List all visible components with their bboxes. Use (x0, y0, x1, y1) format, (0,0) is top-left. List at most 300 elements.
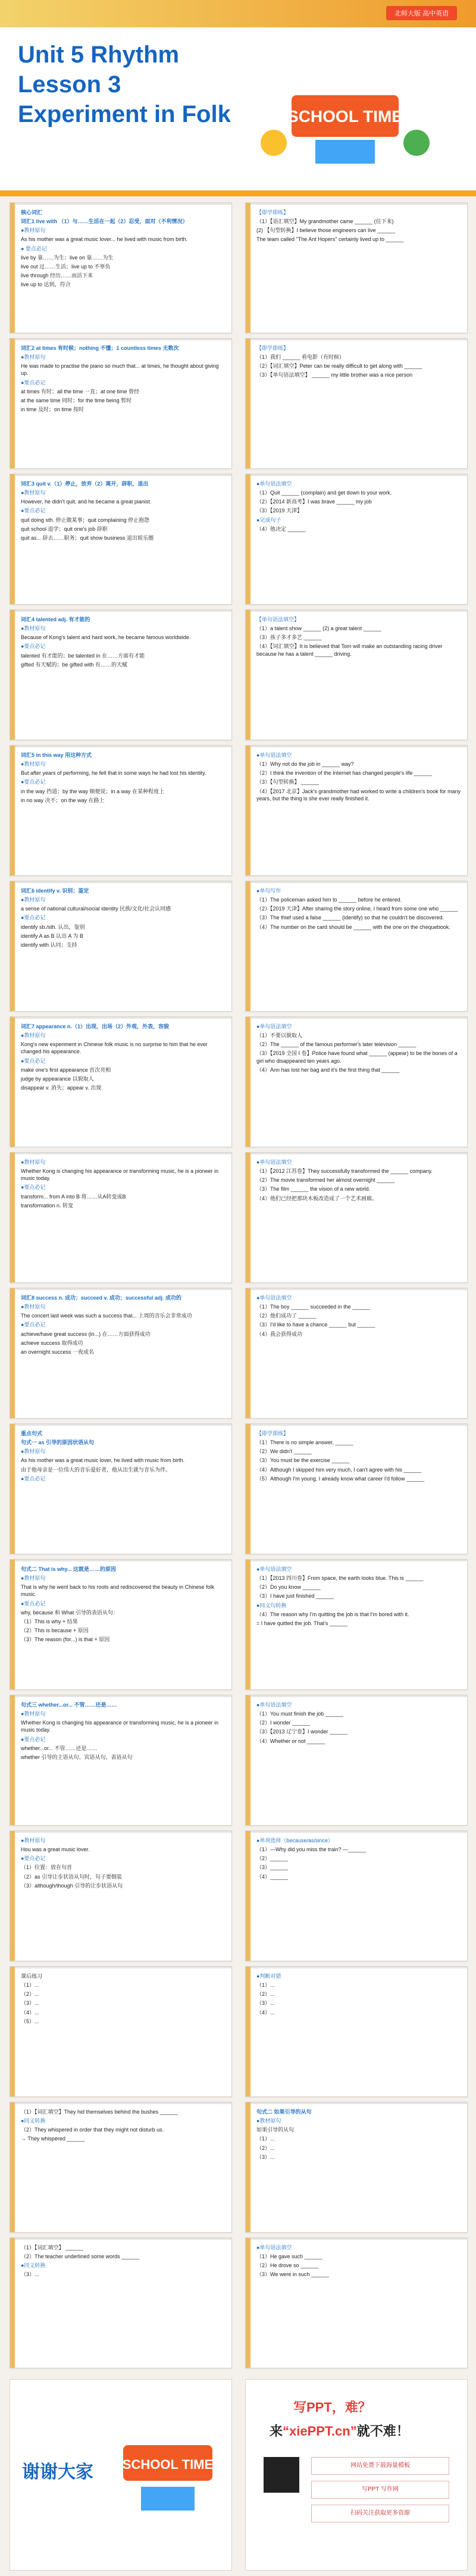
slide-line: 【即学即练】 (256, 345, 289, 351)
slide-line: Because of Kong's talent and hard work, he became famous worldwide. (21, 634, 191, 641)
slide-top-line (250, 746, 467, 747)
slide-line: （4）【词汇填空】It is believed that Tom will make an outstanding racing driver because he has a talent ______ driving. (256, 643, 443, 657)
slide-line: ●单句语法填空 (256, 1295, 292, 1301)
slide-line: （1）【词汇填空】 ______ (21, 2245, 84, 2251)
thanks-text: 谢谢大家 (22, 2462, 93, 2482)
publisher-badge: 北师大版 高中英语 (386, 6, 457, 20)
title-unit: Unit 5 Rhythm (18, 42, 180, 68)
slide-top-line (250, 610, 467, 612)
slide-top-line (15, 881, 231, 883)
slide-top-line (15, 1424, 231, 1426)
slide-line: 如果引导的从句 (256, 2127, 295, 2133)
slide-line: （2）【词汇填空】Peter can be really difficult to get along with ______ (256, 363, 422, 370)
slide-line: ●教材原句 (21, 1032, 46, 1039)
slide-line: （1）... (256, 1982, 275, 1989)
slide-content (21, 887, 226, 1005)
slide-top-line (250, 1695, 467, 1697)
slide-line: identify sb./sth. 认出，鉴别 (21, 924, 85, 930)
slide-accent-bar (246, 474, 250, 604)
slide-content (21, 345, 226, 462)
slide-accent-bar (10, 1017, 15, 1147)
ad-box-2: 写PPT 写作网 (311, 2481, 449, 2499)
slide-32 (245, 2237, 468, 2368)
slide-line: gifted 有天赋的；be gifted with 有……的天赋 (21, 661, 128, 668)
slide-line: （3）【2019 天津】 (256, 508, 303, 514)
slide-top-line (15, 746, 231, 747)
slide-top-line (15, 1967, 231, 1968)
slide-top-line (250, 1017, 467, 1019)
slide-line: （4）【2017 北京】Jack's grandmother had worked to write a children's book for many years, but the thing is she ever really finished it. (256, 788, 461, 802)
slide-line: = I have quitted the job. That's ______ (256, 1620, 347, 1626)
slide-21 (10, 1559, 232, 1690)
slide-line: （1）【词汇填空】They hid themselves behind the bushes ______ (21, 2109, 178, 2115)
ad-slogan (270, 2421, 409, 2440)
slide-line: ●单句语法填空 (256, 1159, 292, 1165)
slide-top-line (15, 1017, 231, 1019)
slide-line: （1）The policeman asked him to ______ before he entered. (256, 897, 402, 903)
slide-line: → They whispered ______ (21, 2136, 85, 2142)
slide-line: ●教材原句 (21, 1575, 46, 1582)
slide-12 (245, 881, 468, 1012)
slide-line: ●同义转换 (21, 2262, 46, 2269)
slide-line: 句式三 whether...or... 不管……还是…… (21, 1702, 117, 1708)
slide-accent-bar (246, 1017, 250, 1147)
ad-question: 写PPT，难？ (293, 2400, 371, 2415)
ad-brand: “xiePPT.cn” (283, 2424, 357, 2439)
slide-line: （3）【句型转换】 ______ (256, 779, 320, 785)
slide-line: （1）【语汇填空】My grandmother came ______ (住下来) (256, 218, 394, 225)
slide-line: However, he didn't quit, and he became a great pianist. (21, 499, 152, 505)
slide-20 (245, 1423, 468, 1554)
slide-accent-bar (10, 1695, 15, 1825)
slide-content (21, 1701, 226, 1819)
slide-26 (245, 1830, 468, 1961)
slide-line: live out 过……生活；live up to 不辜负 (21, 263, 111, 270)
slide-top-line (15, 1695, 231, 1697)
slide-line: a sense of national cultural/social identity 民族/文化/社会认同感 (21, 906, 171, 912)
slide-line: ●单项选择（because/as/since） (256, 1838, 333, 1843)
slide-line: ●要点必记 (21, 1736, 46, 1742)
slide-line: ●教材原句 (21, 1304, 46, 1310)
slide-accent-bar (10, 2238, 15, 2368)
slide-top-line (15, 2102, 231, 2104)
slide-line: identify A as B 认出 A 为 B (21, 932, 84, 939)
slide-content (21, 1837, 226, 1955)
slide-content (256, 480, 461, 598)
slide-content (21, 752, 226, 869)
slide-line: （3）... (256, 2154, 275, 2160)
slide-line: ●教材原句 (21, 490, 46, 496)
school-time-logo-small (111, 2433, 224, 2516)
slide-content (21, 1294, 226, 1412)
slide-accent-bar (246, 1424, 250, 1554)
slide-accent-bar (246, 881, 250, 1011)
slide-1 (10, 202, 232, 333)
slide-line: identify with 认同；支持 (21, 941, 77, 948)
slide-line: （5）Although I'm young, I already know what career I'd follow ______ (256, 1475, 425, 1482)
slide-line: （4）... (21, 2009, 39, 2015)
slide-line: ●完成句子 (256, 517, 281, 523)
slide-top-line (15, 203, 231, 205)
slide-accent-bar (246, 610, 250, 740)
slide-line: （2）The ______ of the famous performer's later television ______ (256, 1041, 416, 1048)
slide-line: ●单句语法填空 (256, 481, 292, 487)
thanks-slide (10, 2379, 232, 2571)
slide-content (256, 1023, 461, 1141)
slide-line: 词汇5 in this way 用这种方式 (21, 752, 92, 758)
slide-line: ●要点必记 (21, 1475, 46, 1482)
slide-top-line (250, 881, 467, 883)
slide-accent-bar (10, 203, 15, 333)
slide-accent-bar (246, 1695, 250, 1825)
slide-content (256, 2108, 461, 2226)
slide-line: （1）There is no simple answer, ______ (256, 1439, 353, 1446)
slide-31 (10, 2237, 232, 2368)
slide-line: ●要点必记 (21, 1057, 46, 1064)
ending-row (0, 2374, 476, 2576)
slide-line: Hou was a great music lover. (21, 1846, 90, 1853)
slide-line: （2）... (21, 1991, 39, 1998)
slide-line: live by 靠……为生；live on 靠……为生 (21, 254, 114, 261)
slide-line: （2）This is because + 原因 (21, 1627, 89, 1633)
slide-8 (245, 609, 468, 740)
slide-line: ●要点必记 (21, 1600, 46, 1607)
slide-line: 句式二 如果引导的从句 (256, 2109, 312, 2115)
slide-top-line (15, 1153, 231, 1154)
slide-14 (245, 1016, 468, 1147)
slide-line: （4）Whether or not ______ (256, 1738, 325, 1744)
slide-line: （3）... (21, 2271, 39, 2278)
slide-line: The team called "The Ant Hopers" certainly lived up to ______ (256, 236, 404, 243)
slide-line: ● 要点必记 (21, 245, 47, 252)
slide-top-line (15, 474, 231, 476)
slide-accent-bar (246, 203, 250, 333)
slide-content (21, 2108, 226, 2226)
slide-top-line (250, 1288, 467, 1290)
slide-line: (2) 【句型转换】I believe those engineers can live ______ (256, 227, 396, 234)
slide-line: ●教材原句 (21, 1711, 46, 1717)
slide-top-line (250, 474, 467, 476)
slide-line: （2）... (256, 2145, 275, 2151)
slide-line: transformation n. 转变 (21, 1202, 74, 1209)
slide-line: （1）You must finish the job ______ (256, 1711, 343, 1717)
slide-24 (245, 1695, 468, 1826)
slide-line: 词汇1 live with （1）与……生活在一起（2）忍受，面对（不利情况） (21, 218, 188, 225)
slide-accent-bar (10, 339, 15, 468)
slide-accent-bar (246, 1153, 250, 1282)
slide-content (256, 1294, 461, 1412)
slide-line: ●单句语法填空 (256, 1566, 292, 1572)
slide-line: 句式二 That is why... 这就是……的原因 (21, 1566, 116, 1572)
slide-line: （3）You must be the exercise ______ (256, 1457, 350, 1464)
slide-accent-bar (246, 746, 250, 875)
slide-line: 【单句语法填空】 (256, 616, 300, 622)
slide-line: 课后练习 (21, 1973, 43, 1979)
slide-line: （2）The movie transformed her almost overnight ______ (256, 1177, 395, 1184)
slide-10 (245, 745, 468, 876)
slide-content (256, 1430, 461, 1548)
slide-line: in the way 挡道；by the way 顺便说；in a way 在某种程度上 (21, 788, 165, 794)
slide-line: （1）—Why did you miss the train? —______ (256, 1846, 367, 1853)
slide-line: （1）... (21, 1982, 39, 1989)
slide-line: He was made to practise the piano so much that... at times, he thought about giving up. (21, 363, 219, 377)
slide-line: （2）【2019 天津】After sharing the story online, I heard from some one who ______ (256, 906, 458, 912)
slide-line: （1）我们 ______ 看电影（有时候） (256, 354, 345, 361)
slide-5 (10, 474, 232, 605)
slide-line: ●单句语法填空 (256, 2245, 292, 2251)
slide-line: As his mother was a great music lover, he lived with music from birth. (21, 1457, 185, 1464)
slide-line: ●教材原句 (21, 1838, 46, 1843)
slide-line: （4）Ann has lost her bag and it's the first thing that ______ (256, 1066, 400, 1073)
slide-line: ●教材原句 (21, 354, 46, 361)
slide-19 (10, 1423, 232, 1554)
slide-line: ●要点必记 (21, 1855, 46, 1862)
slide-line: quit doing sth. 停止做某事；quit complaining 停止抱怨 (21, 517, 150, 523)
slide-accent-bar (246, 2238, 250, 2368)
slide-line: （2）The teacher underlined some words ______ (21, 2253, 140, 2260)
slide-line: ●教材原句 (21, 625, 46, 632)
slide-30 (245, 2102, 468, 2233)
slide-line: （3）孩子多才多艺 ______ (256, 634, 322, 641)
slide-content (256, 345, 461, 462)
slide-line: at times 有时；all the time 一直；at one time 曾经 (21, 388, 140, 395)
slide-content (21, 209, 226, 327)
slide-7 (10, 609, 232, 740)
slide-line: （2）他们成功了 ______ (256, 1313, 317, 1319)
slide-22 (245, 1559, 468, 1690)
title-topic: Experiment in Folk (18, 101, 231, 127)
slide-line: 【即学即练】 (256, 209, 289, 215)
slide-accent-bar (246, 2102, 250, 2232)
slide-line: （1）He gave such ______ (256, 2253, 322, 2260)
slide-top-line (15, 1560, 231, 1561)
slide-top-line (250, 1424, 467, 1426)
slide-line: at the same time 同时；for the time being 暂时 (21, 397, 132, 403)
slide-accent-bar (10, 610, 15, 740)
slide-line: （3）______ (256, 1864, 289, 1871)
slide-line: （1）【2012 江苏卷】They successfully transformed the ______ company. (256, 1168, 433, 1175)
slide-accent-bar (10, 881, 15, 1011)
slide-accent-bar (10, 1967, 15, 2096)
slide-line: live through 经历……而活下来 (21, 272, 93, 278)
slide-line: （4）The reason why I'm quitting the job is that I'm bored with it. (256, 1611, 409, 1617)
slide-line: ●单句语法填空 (256, 752, 292, 758)
slide-line: transform... from A into B 将……从A转变成B (21, 1193, 126, 1200)
ad-box-1: 网站免费下载海量模板 (311, 2457, 449, 2475)
slide-top-line (15, 1288, 231, 1290)
slide-line: 词汇4 talented adj. 有才能的 (21, 616, 90, 622)
slide-25 (10, 1830, 232, 1961)
slide-content (21, 480, 226, 598)
slide-line: （2）We didn't ______ (256, 1448, 312, 1455)
slide-accent-bar (246, 1288, 250, 1418)
slide-top-line (15, 2238, 231, 2240)
slide-line: 词汇3 quit v.（1）停止，放弃（2）离开，辞职，退出 (21, 481, 149, 487)
slide-line: 词汇2 at times 有时候；nothing 不懂；1 countless times 无数次 (21, 345, 179, 351)
slide-line: ●要点必记 (21, 1322, 46, 1328)
slide-content (256, 1159, 461, 1276)
slide-line: 词汇7 appearance n.（1）出现，出场（2）外观，外表，容貌 (21, 1023, 170, 1029)
slide-line: （4）我会获得成功 (256, 1331, 303, 1337)
cover-stripe (0, 190, 476, 196)
slide-line: ●单句语法填空 (256, 1023, 292, 1029)
slide-top-line (15, 1831, 231, 1833)
slide-line: ●判断对错 (256, 1973, 281, 1979)
slide-content (256, 2244, 461, 2362)
slide-top-line (15, 610, 231, 612)
slide-line: ●要点必记 (21, 915, 46, 921)
slide-line: （3）【单句语法填空】 ______ my little brother was a nice person (256, 372, 413, 378)
slide-line: （4）他决定 ______ (256, 525, 306, 532)
slide-line: ●同义转换 (21, 2118, 46, 2124)
slide-content (256, 1973, 461, 2090)
slide-line: （3）although/though 引导的让步状语从句 (21, 1882, 123, 1889)
slide-line: （3）【2019 全国 I 卷】Police have found what ______ (appear) to be the bones of a girl who disappeared ten years ago. (256, 1050, 458, 1064)
slide-accent-bar (246, 339, 250, 468)
slide-line: （2）as 引导让步状语从句时，句子要倒装 (21, 1873, 123, 1880)
ad-slogan-prefix: 来 (270, 2424, 283, 2439)
slide-line: 句式一 as 引导的原因状语从句 (21, 1439, 95, 1446)
cover-slide (0, 0, 476, 196)
slide-line: ●单句语法填空 (256, 1702, 292, 1708)
slide-line: an overnight success 一夜成名 (21, 1348, 95, 1355)
slide-line: ●要点必记 (21, 508, 46, 514)
slide-top-line (250, 203, 467, 205)
slide-line: （3）The thief used a false ______ (identify) so that he couldn't be discovered. (256, 915, 444, 921)
slide-line: The concert last week was such a success that... 上周的音乐会非常成功 (21, 1313, 192, 1319)
slide-line: quit school 退学；quit one's job 辞职 (21, 525, 108, 532)
slide-line: （2）【2014 新高考】I was brave ______ my job (256, 499, 372, 505)
slide-line: ●教材原句 (21, 1159, 46, 1165)
slide-6 (245, 474, 468, 605)
slide-line: （1）a talent show ______ (2) a great talent ______ (256, 625, 381, 632)
slide-accent-bar (10, 746, 15, 875)
slide-content (21, 1973, 226, 2090)
slide-line: 核心词汇 (21, 209, 43, 215)
slide-accent-bar (246, 1967, 250, 2096)
ad-slide (245, 2379, 468, 2571)
slide-content (256, 1837, 461, 1955)
slide-line: （2）... (256, 1991, 275, 1998)
slide-content (256, 209, 461, 327)
slide-content (256, 616, 461, 734)
ad-slogan-suffix: 就不难！ (356, 2424, 409, 2439)
slide-9 (10, 745, 232, 876)
slide-line: （2）______ (256, 1855, 289, 1862)
slide-27 (10, 1966, 232, 2097)
slide-top-line (15, 339, 231, 340)
slide-line: ●教材原句 (21, 227, 46, 234)
slide-line: ●单句写作 (256, 888, 281, 894)
ad-box-3: 扫码关注获取更多资源 (311, 2505, 449, 2522)
slide-line: ●教材原句 (21, 1448, 46, 1455)
slide-line: quit as... 辞去……职务；quit show business 退出娱乐圈 (21, 534, 154, 541)
slide-line: （3）【2013 辽宁卷】I wonder ______ (256, 1729, 348, 1735)
slide-accent-bar (10, 1424, 15, 1554)
slide-18 (245, 1288, 468, 1419)
slide-accent-bar (10, 1831, 15, 1961)
slide-accent-bar (10, 2102, 15, 2232)
slide-line: ●教材原句 (21, 897, 46, 903)
slide-line: （4）他们已经把那块木板改造成了一个艺术画廊。 (256, 1195, 378, 1201)
slide-content (21, 1159, 226, 1276)
slide-top-line (250, 1560, 467, 1561)
slide-line: disappear v. 消失；appear v. 出现 (21, 1084, 102, 1091)
slide-top-line (250, 2238, 467, 2240)
slide-line: （4）Although I skipped him very much, I can't agree with his ______ (256, 1466, 422, 1473)
slide-23 (10, 1695, 232, 1826)
slide-line: （3）The reason (for...) is that + 原因 (21, 1636, 110, 1643)
svg-text:SCHOOL TIME: SCHOOL TIME (122, 2457, 214, 2472)
slide-accent-bar (10, 1288, 15, 1418)
slide-top-line (250, 1967, 467, 1968)
slide-line: ●要点必记 (21, 1184, 46, 1191)
slide-line: whether 引导的主语从句、宾语从句、表语从句 (21, 1754, 133, 1760)
slide-line: （2）I wonder ______ (256, 1720, 311, 1726)
slide-line: （1）The boy ______ succeeded in the ______ (256, 1304, 371, 1310)
slide-11 (10, 881, 232, 1012)
slide-line: （1）【2013 四川卷】From space, the earth looks blue. This is ______ (256, 1575, 424, 1582)
slide-line: ●教材原句 (256, 2118, 281, 2124)
slide-line: （4）The number on the card should be ______ with the one on the chequebook. (256, 924, 450, 930)
slide-content (21, 2244, 226, 2362)
slide-line: （1）This is why + 结果 (21, 1618, 78, 1625)
slide-line: （1）不要以貌取人 (256, 1032, 303, 1039)
school-time-logo (256, 83, 434, 167)
slide-line: （1）位置：放在句首 (21, 1864, 73, 1871)
slide-top-line (250, 2102, 467, 2104)
slide-line: achieve success 取得成功 (21, 1339, 83, 1346)
slide-28 (245, 1966, 468, 2097)
slide-content (256, 887, 461, 1005)
svg-text:SCHOOL TIME: SCHOOL TIME (287, 107, 403, 126)
slide-line: why, because 和 What 引导的表语从句： (21, 1609, 118, 1616)
title-lesson: Lesson 3 (18, 71, 121, 98)
slide-line: whether...or... 不管……还是…… (21, 1745, 98, 1751)
slide-content (21, 1430, 226, 1548)
slide-content (256, 1566, 461, 1683)
slide-3 (10, 338, 232, 469)
slide-line: ●要点必记 (21, 643, 46, 650)
slide-17 (10, 1288, 232, 1419)
slide-content (256, 1701, 461, 1819)
slide-line: Whether Kong is changing his appearance or transforming music, he is a pioneer in music today. (21, 1720, 219, 1733)
slide-line: in no way 决不；on the way 在路上 (21, 797, 105, 803)
slide-line: （3）The film ______ the vision of a new world. (256, 1186, 371, 1192)
slide-line: （2）They whispered in order that they might not disturb us. (21, 2127, 164, 2133)
slide-accent-bar (246, 1831, 250, 1961)
slide-content (21, 1566, 226, 1683)
slide-line: （2）I think the invention of the Internet has changed people's life ______ (256, 770, 432, 777)
slide-accent-bar (10, 474, 15, 604)
slide-top-line (250, 339, 467, 340)
slide-2 (245, 202, 468, 333)
slide-4 (245, 338, 468, 469)
slide-line: （2）Do you know ______ (256, 1584, 321, 1591)
slide-line: （4）______ (256, 1873, 289, 1880)
slide-line: That is why he went back to his roots and rediscovered the beauty in Chinese folk music. (21, 1584, 215, 1598)
slide-top-line (250, 1831, 467, 1833)
slide-line: （3）... (21, 2000, 39, 2007)
slide-line: （3）I'd like to have a chance ______ but ______ (256, 1322, 375, 1328)
slide-line: 重点句式 (21, 1431, 43, 1436)
slide-line: （1）... (256, 2136, 275, 2142)
slide-accent-bar (10, 1560, 15, 1689)
slide-accent-bar (246, 1560, 250, 1689)
slide-line: 由于他母亲是一位伟大的音乐爱好者，他从出生就与音乐为伴。 (21, 1466, 171, 1473)
slide-line: ●同义句转换 (256, 1602, 287, 1608)
slide-accent-bar (10, 1153, 15, 1282)
